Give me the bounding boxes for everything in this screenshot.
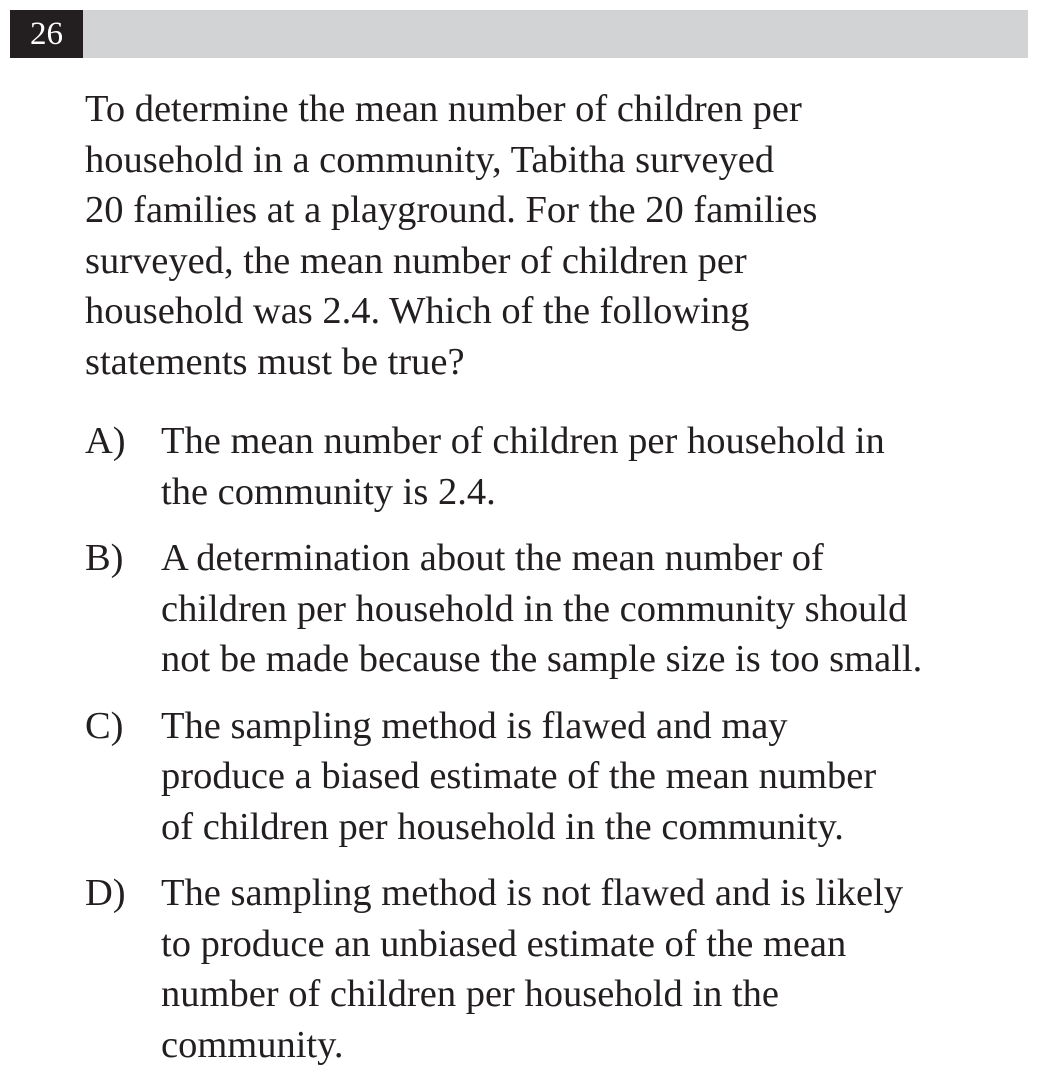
question-stem — [85, 84, 985, 387]
choice-letter: C) — [85, 704, 124, 747]
choice-letter: D) — [85, 872, 126, 914]
choice-line: the community is 2.4. — [161, 470, 496, 513]
choice-letter: A) — [85, 420, 126, 462]
choice-line: The mean number of children per household in — [161, 420, 885, 462]
stem-line: statements must be true? — [85, 340, 465, 383]
choice-text — [161, 533, 1035, 685]
choice-letter: B) — [85, 537, 124, 579]
question-number: 26 — [10, 10, 83, 58]
choice-d[interactable] — [85, 868, 1035, 1070]
choice-line: of children per household in the community. — [161, 805, 844, 848]
choice-c[interactable] — [85, 701, 1035, 853]
stem-line: 20 families at a playground. For the 20 families — [85, 189, 818, 231]
question-header-bar — [10, 10, 1028, 58]
choice-line: community. — [161, 1023, 344, 1066]
choice-a[interactable] — [85, 416, 1035, 517]
answer-choices — [85, 416, 1035, 1070]
stem-line: household in a community, Tabitha surveyed — [85, 138, 775, 181]
choice-line: children per household in the community should — [161, 587, 908, 630]
choice-line: The sampling method is not flawed and is likely — [161, 872, 904, 914]
choice-line: A determination about the mean number of — [161, 537, 824, 579]
choice-text — [161, 701, 1035, 853]
choice-line: produce a biased estimate of the mean number — [161, 755, 877, 797]
choice-text — [161, 868, 1035, 1070]
choice-b[interactable] — [85, 533, 1035, 685]
choice-line: to produce an unbiased estimate of the mean — [161, 922, 847, 965]
stem-line: surveyed, the mean number of children per — [85, 239, 747, 282]
choice-line: not be made because the sample size is too small. — [161, 638, 923, 680]
choice-line: number of children per household in the — [161, 973, 779, 1015]
choice-text — [161, 416, 1035, 517]
stem-line: household was 2.4. Which of the following — [85, 290, 750, 332]
stem-line: To determine the mean number of children per — [85, 88, 802, 130]
choice-line: The sampling method is flawed and may — [161, 704, 788, 747]
